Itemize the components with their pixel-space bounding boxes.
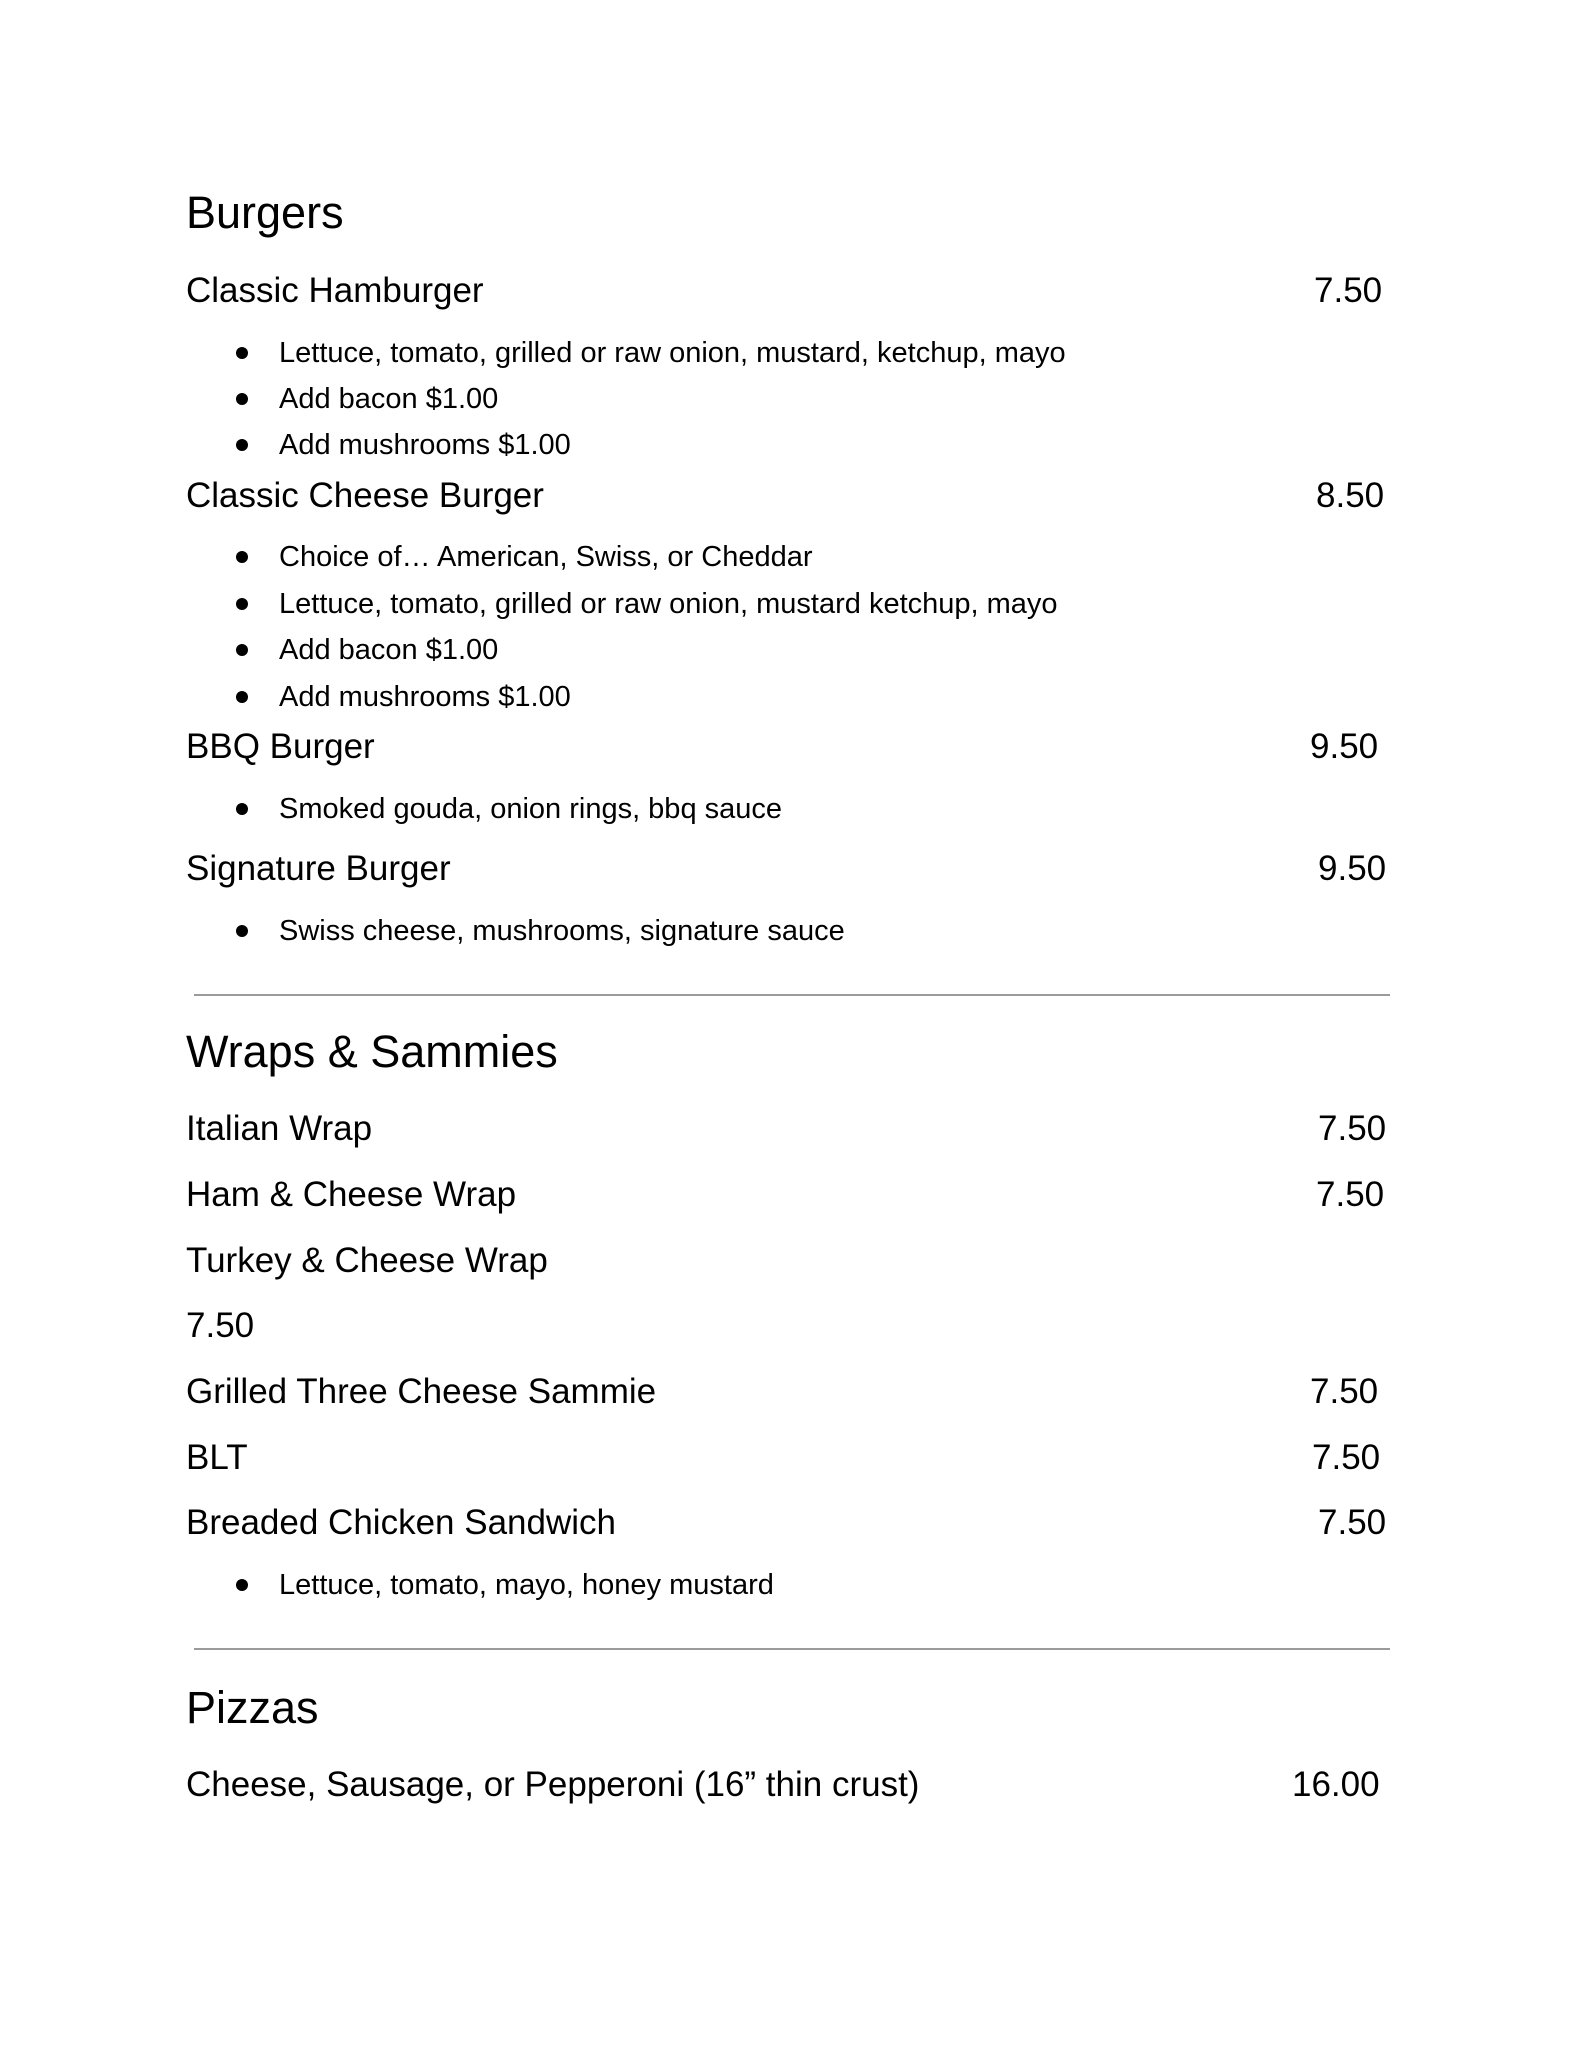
item-price-classic-cheese-burger: 8.50 [1316, 476, 1385, 515]
bullet-text: Lettuce, tomato, grilled or raw onion, mustard ketchup, mayo [279, 588, 1058, 620]
bullet-icon [236, 925, 248, 937]
bullet-icon [236, 803, 248, 815]
section-title-burgers: Burgers [186, 187, 344, 238]
bullet-text: Add mushrooms $1.00 [279, 429, 571, 461]
section-title-wraps-sammies: Wraps & Sammies [186, 1026, 558, 1077]
bullet-text: Lettuce, tomato, mayo, honey mustard [279, 1569, 774, 1601]
bullet-text: Swiss cheese, mushrooms, signature sauce [279, 915, 845, 947]
item-name-bbq-burger: BBQ Burger [186, 727, 375, 766]
bullet-icon [236, 551, 248, 563]
bullet-icon [236, 439, 248, 451]
item-name-signature-burger: Signature Burger [186, 849, 451, 888]
item-name-grilled-three-cheese-sammie: Grilled Three Cheese Sammie [186, 1372, 657, 1411]
item-price-ham-cheese-wrap: 7.50 [1316, 1175, 1385, 1214]
section-divider [194, 1648, 1390, 1650]
bullet-icon [236, 644, 248, 656]
item-name-classic-hamburger: Classic Hamburger [186, 271, 484, 310]
bullet-text: Add bacon $1.00 [279, 383, 499, 415]
bullet-text: Choice of… American, Swiss, or Cheddar [279, 541, 813, 573]
bullet-icon [236, 691, 248, 703]
item-price-turkey-cheese-wrap: 7.50 [186, 1306, 255, 1345]
section-title-pizzas: Pizzas [186, 1682, 319, 1733]
item-price-breaded-chicken-sandwich: 7.50 [1318, 1503, 1387, 1542]
item-name-pizza: Cheese, Sausage, or Pepperoni (16” thin crust) [186, 1765, 920, 1804]
bullet-text: Add mushrooms $1.00 [279, 681, 571, 713]
item-name-ham-cheese-wrap: Ham & Cheese Wrap [186, 1175, 517, 1214]
bullet-icon [236, 393, 248, 405]
item-name-blt: BLT [186, 1438, 248, 1477]
menu-page [186, 0, 1396, 2048]
item-price-bbq-burger: 9.50 [1310, 727, 1379, 766]
item-price-italian-wrap: 7.50 [1318, 1109, 1387, 1148]
item-name-breaded-chicken-sandwich: Breaded Chicken Sandwich [186, 1503, 616, 1542]
item-name-turkey-cheese-wrap: Turkey & Cheese Wrap [186, 1241, 548, 1280]
bullet-icon [236, 347, 248, 359]
bullet-text: Add bacon $1.00 [279, 634, 499, 666]
item-price-signature-burger: 9.50 [1318, 849, 1387, 888]
item-price-blt: 7.50 [1312, 1438, 1381, 1477]
bullet-text: Lettuce, tomato, grilled or raw onion, mustard, ketchup, mayo [279, 337, 1066, 369]
bullet-icon [236, 598, 248, 610]
item-name-classic-cheese-burger: Classic Cheese Burger [186, 476, 544, 515]
item-price-pizza: 16.00 [1292, 1765, 1380, 1804]
bullet-icon [236, 1579, 248, 1591]
item-price-classic-hamburger: 7.50 [1314, 271, 1383, 310]
item-price-grilled-three-cheese-sammie: 7.50 [1310, 1372, 1379, 1411]
bullet-text: Smoked gouda, onion rings, bbq sauce [279, 793, 783, 825]
item-name-italian-wrap: Italian Wrap [186, 1109, 373, 1148]
section-divider [194, 994, 1390, 996]
